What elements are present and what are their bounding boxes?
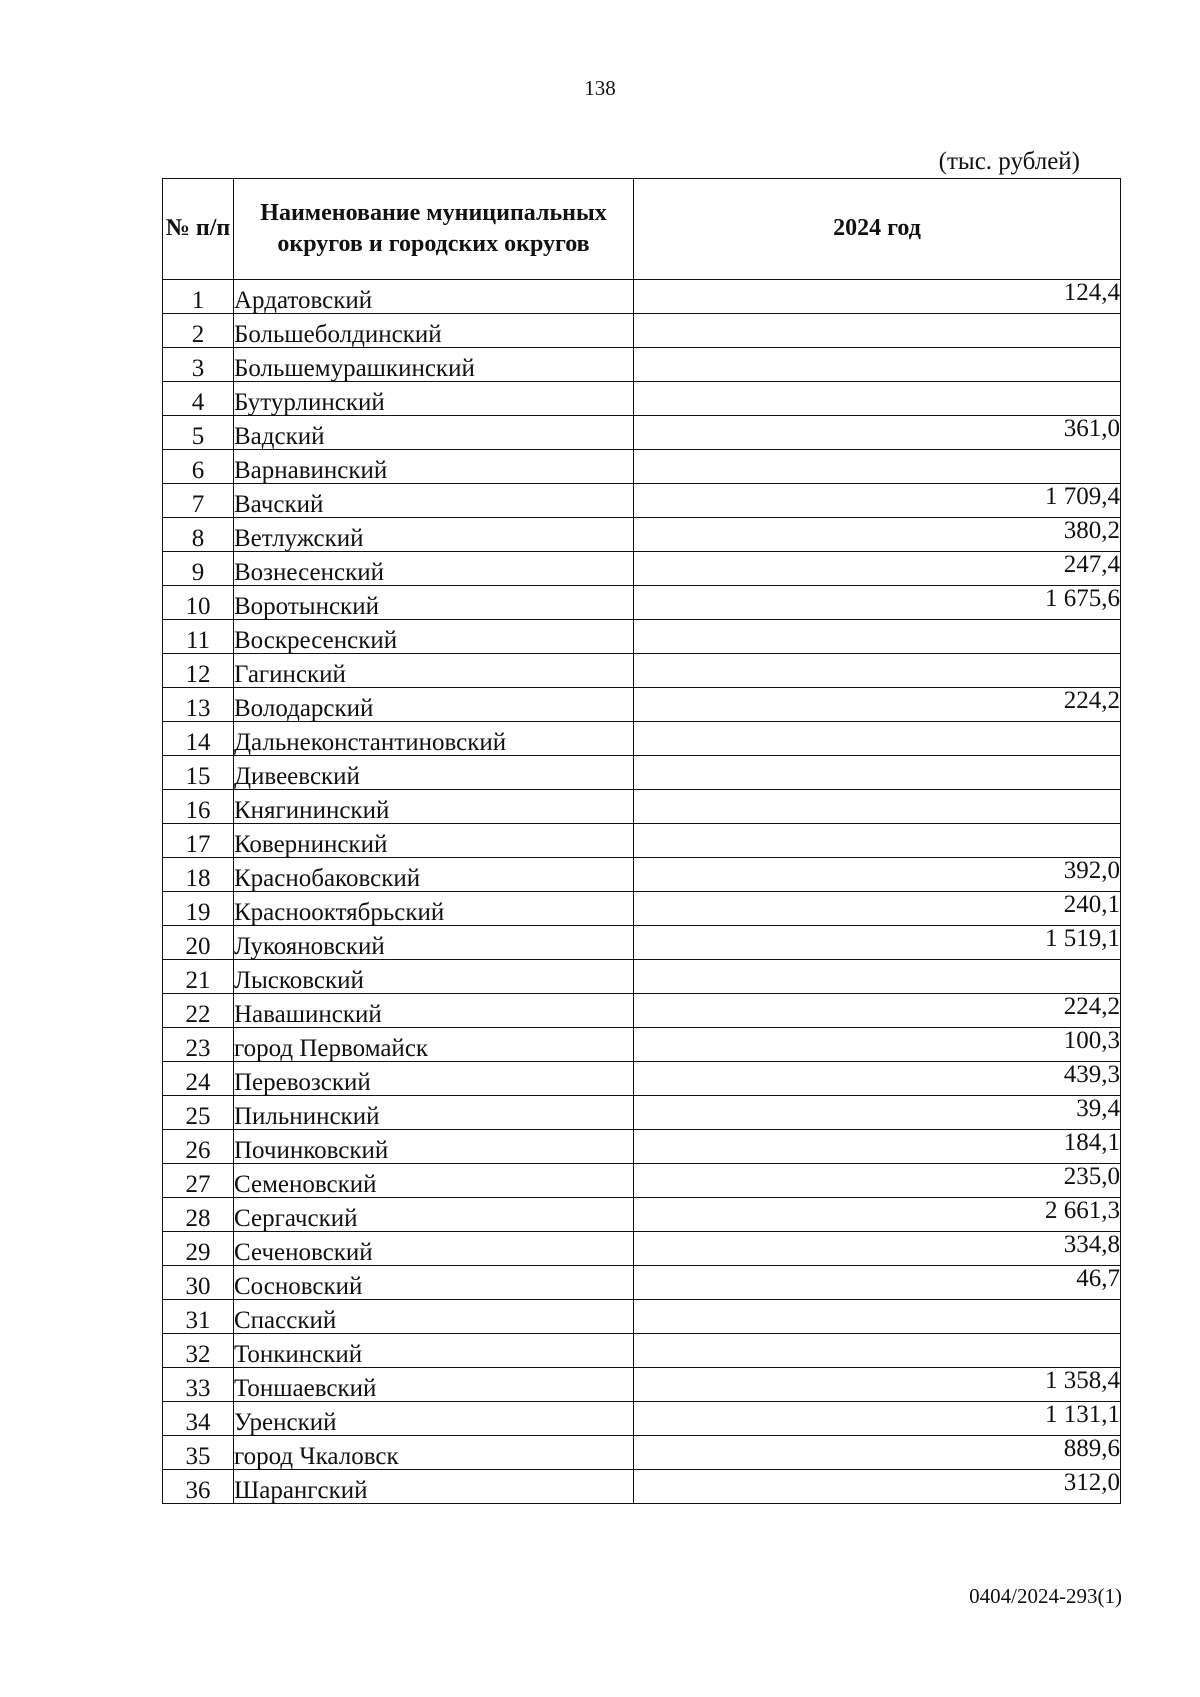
data-table bbox=[162, 178, 1121, 1504]
district-name: Володарский bbox=[234, 688, 634, 722]
table-row bbox=[163, 858, 1121, 892]
amount-2024 bbox=[634, 756, 1121, 790]
row-number: 27 bbox=[163, 1164, 234, 1198]
row-number: 12 bbox=[163, 654, 234, 688]
district-name: Тоншаевский bbox=[234, 1368, 634, 1402]
row-number: 29 bbox=[163, 1232, 234, 1266]
table-row bbox=[163, 1130, 1121, 1164]
row-number: 22 bbox=[163, 994, 234, 1028]
row-number: 28 bbox=[163, 1198, 234, 1232]
district-name: Дивеевский bbox=[234, 756, 634, 790]
row-number: 8 bbox=[163, 518, 234, 552]
table-row bbox=[163, 1334, 1121, 1368]
table-row bbox=[163, 960, 1121, 994]
header-num: № п/п bbox=[163, 179, 234, 280]
district-name: Большемурашкинский bbox=[234, 348, 634, 382]
table-row bbox=[163, 280, 1121, 314]
amount-2024 bbox=[634, 654, 1121, 688]
district-name: Уренский bbox=[234, 1402, 634, 1436]
row-number: 26 bbox=[163, 1130, 234, 1164]
amount-2024 bbox=[634, 1300, 1121, 1334]
row-number: 4 bbox=[163, 382, 234, 416]
table-row bbox=[163, 1062, 1121, 1096]
table-header-row bbox=[163, 179, 1121, 280]
table-row bbox=[163, 348, 1121, 382]
row-number: 1 bbox=[163, 280, 234, 314]
amount-2024: 1 131,1 bbox=[634, 1402, 1121, 1436]
table-row bbox=[163, 824, 1121, 858]
row-number: 15 bbox=[163, 756, 234, 790]
amount-2024: 224,2 bbox=[634, 994, 1121, 1028]
district-name: Вадский bbox=[234, 416, 634, 450]
amount-2024: 184,1 bbox=[634, 1130, 1121, 1164]
district-name: Сергачский bbox=[234, 1198, 634, 1232]
table-row bbox=[163, 586, 1121, 620]
row-number: 3 bbox=[163, 348, 234, 382]
table-row bbox=[163, 1368, 1121, 1402]
table-row bbox=[163, 790, 1121, 824]
table-row bbox=[163, 1470, 1121, 1504]
district-name: Княгининский bbox=[234, 790, 634, 824]
amount-2024: 39,4 bbox=[634, 1096, 1121, 1130]
table-row bbox=[163, 416, 1121, 450]
district-name: Перевозский bbox=[234, 1062, 634, 1096]
table-row bbox=[163, 722, 1121, 756]
row-number: 23 bbox=[163, 1028, 234, 1062]
table-row bbox=[163, 892, 1121, 926]
table-row bbox=[163, 688, 1121, 722]
table-row bbox=[163, 450, 1121, 484]
table-row bbox=[163, 518, 1121, 552]
table-row bbox=[163, 1198, 1121, 1232]
table-row bbox=[163, 620, 1121, 654]
row-number: 6 bbox=[163, 450, 234, 484]
row-number: 35 bbox=[163, 1436, 234, 1470]
row-number: 18 bbox=[163, 858, 234, 892]
row-number: 19 bbox=[163, 892, 234, 926]
district-name: Лукояновский bbox=[234, 926, 634, 960]
units-note: (тыс. рублей) bbox=[938, 148, 1080, 175]
district-name: Краснооктябрьский bbox=[234, 892, 634, 926]
district-name: Тонкинский bbox=[234, 1334, 634, 1368]
district-name: Починковский bbox=[234, 1130, 634, 1164]
amount-2024: 1 675,6 bbox=[634, 586, 1121, 620]
table-row bbox=[163, 382, 1121, 416]
amount-2024: 1 709,4 bbox=[634, 484, 1121, 518]
amount-2024: 889,6 bbox=[634, 1436, 1121, 1470]
amount-2024: 240,1 bbox=[634, 892, 1121, 926]
district-name: Навашинский bbox=[234, 994, 634, 1028]
district-name: Семеновский bbox=[234, 1164, 634, 1198]
table-row bbox=[163, 314, 1121, 348]
row-number: 34 bbox=[163, 1402, 234, 1436]
district-name: Бутурлинский bbox=[234, 382, 634, 416]
amount-2024: 312,0 bbox=[634, 1470, 1121, 1504]
amount-2024 bbox=[634, 450, 1121, 484]
row-number: 14 bbox=[163, 722, 234, 756]
table-row bbox=[163, 484, 1121, 518]
row-number: 17 bbox=[163, 824, 234, 858]
row-number: 30 bbox=[163, 1266, 234, 1300]
district-name: Краснобаковский bbox=[234, 858, 634, 892]
table-row bbox=[163, 1266, 1121, 1300]
amount-2024: 439,3 bbox=[634, 1062, 1121, 1096]
row-number: 9 bbox=[163, 552, 234, 586]
amount-2024: 334,8 bbox=[634, 1232, 1121, 1266]
amount-2024 bbox=[634, 348, 1121, 382]
amount-2024 bbox=[634, 722, 1121, 756]
district-name: Сеченовский bbox=[234, 1232, 634, 1266]
document-code: 0404/2024-293(1) bbox=[969, 1584, 1122, 1608]
table-row bbox=[163, 994, 1121, 1028]
district-name: город Чкаловск bbox=[234, 1436, 634, 1470]
amount-2024: 380,2 bbox=[634, 518, 1121, 552]
amount-2024: 235,0 bbox=[634, 1164, 1121, 1198]
table-row bbox=[163, 1232, 1121, 1266]
table-row bbox=[163, 1096, 1121, 1130]
table-row bbox=[163, 1164, 1121, 1198]
row-number: 36 bbox=[163, 1470, 234, 1504]
row-number: 21 bbox=[163, 960, 234, 994]
district-name: Ардатовский bbox=[234, 280, 634, 314]
amount-2024: 2 661,3 bbox=[634, 1198, 1121, 1232]
district-name: Сосновский bbox=[234, 1266, 634, 1300]
district-name: Варнавинский bbox=[234, 450, 634, 484]
row-number: 16 bbox=[163, 790, 234, 824]
header-name: Наименование муниципальных округов и городских округов bbox=[234, 179, 634, 280]
row-number: 2 bbox=[163, 314, 234, 348]
district-name: Ковернинский bbox=[234, 824, 634, 858]
row-number: 10 bbox=[163, 586, 234, 620]
amount-2024: 361,0 bbox=[634, 416, 1121, 450]
amount-2024: 392,0 bbox=[634, 858, 1121, 892]
row-number: 31 bbox=[163, 1300, 234, 1334]
table-row bbox=[163, 1028, 1121, 1062]
district-name: Воротынский bbox=[234, 586, 634, 620]
amount-2024: 100,3 bbox=[634, 1028, 1121, 1062]
district-name: Дальнеконстантиновский bbox=[234, 722, 634, 756]
amount-2024 bbox=[634, 620, 1121, 654]
amount-2024: 247,4 bbox=[634, 552, 1121, 586]
amount-2024 bbox=[634, 314, 1121, 348]
amount-2024: 124,4 bbox=[634, 280, 1121, 314]
row-number: 5 bbox=[163, 416, 234, 450]
table-row bbox=[163, 926, 1121, 960]
table-row bbox=[163, 1436, 1121, 1470]
district-name: город Первомайск bbox=[234, 1028, 634, 1062]
district-name: Воскресенский bbox=[234, 620, 634, 654]
amount-2024 bbox=[634, 382, 1121, 416]
header-year: 2024 год bbox=[634, 179, 1121, 280]
district-name: Шарангский bbox=[234, 1470, 634, 1504]
district-name: Большеболдинский bbox=[234, 314, 634, 348]
amount-2024: 224,2 bbox=[634, 688, 1121, 722]
table-row bbox=[163, 756, 1121, 790]
amount-2024 bbox=[634, 1334, 1121, 1368]
table-row bbox=[163, 552, 1121, 586]
amount-2024 bbox=[634, 790, 1121, 824]
row-number: 33 bbox=[163, 1368, 234, 1402]
district-name: Ветлужский bbox=[234, 518, 634, 552]
row-number: 25 bbox=[163, 1096, 234, 1130]
row-number: 13 bbox=[163, 688, 234, 722]
district-name: Лысковский bbox=[234, 960, 634, 994]
row-number: 32 bbox=[163, 1334, 234, 1368]
district-name: Вознесенский bbox=[234, 552, 634, 586]
page-number: 138 bbox=[584, 76, 616, 100]
district-name: Пильнинский bbox=[234, 1096, 634, 1130]
district-name: Гагинский bbox=[234, 654, 634, 688]
amount-2024 bbox=[634, 824, 1121, 858]
district-name: Спасский bbox=[234, 1300, 634, 1334]
amount-2024 bbox=[634, 960, 1121, 994]
row-number: 20 bbox=[163, 926, 234, 960]
row-number: 7 bbox=[163, 484, 234, 518]
table-row bbox=[163, 1402, 1121, 1436]
table-row bbox=[163, 1300, 1121, 1334]
district-name: Вачский bbox=[234, 484, 634, 518]
amount-2024: 46,7 bbox=[634, 1266, 1121, 1300]
row-number: 24 bbox=[163, 1062, 234, 1096]
table-row bbox=[163, 654, 1121, 688]
amount-2024: 1 358,4 bbox=[634, 1368, 1121, 1402]
amount-2024: 1 519,1 bbox=[634, 926, 1121, 960]
row-number: 11 bbox=[163, 620, 234, 654]
table-body bbox=[163, 280, 1121, 1504]
